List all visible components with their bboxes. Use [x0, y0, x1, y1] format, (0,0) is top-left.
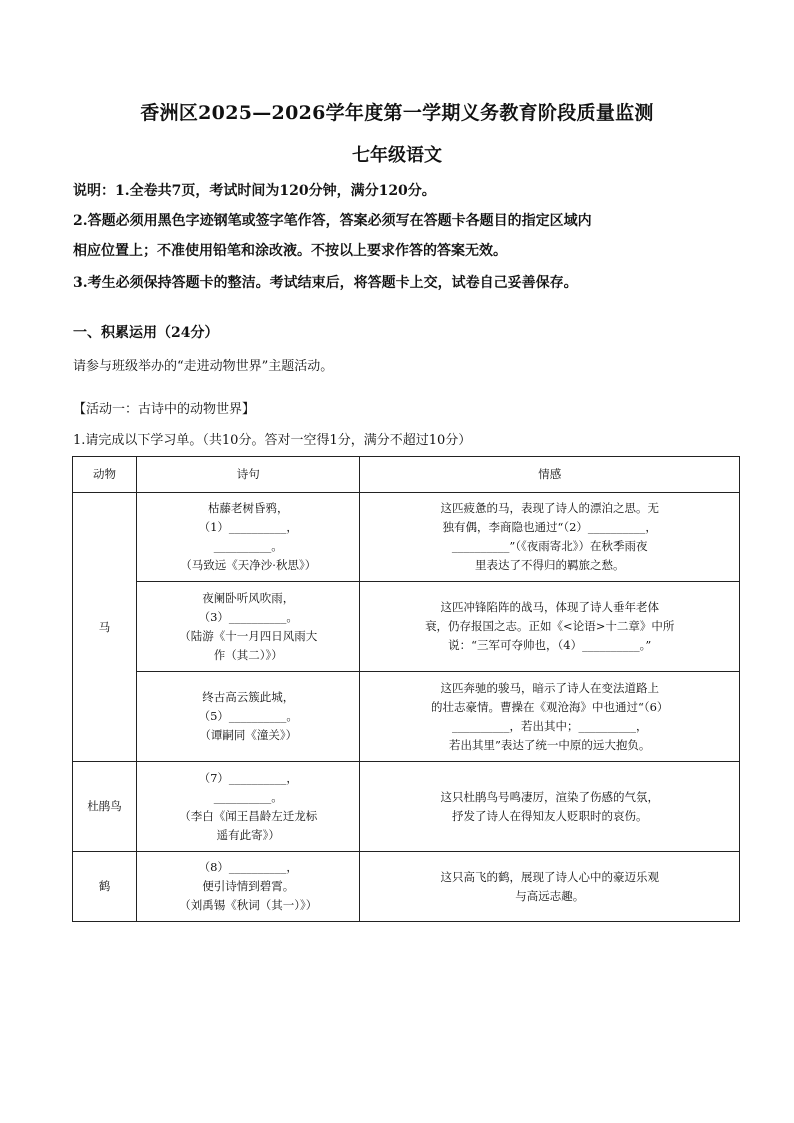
- table-row: [73, 582, 740, 672]
- poem-cell: [137, 493, 360, 582]
- poem-source: （陆游《十一月四日风雨大: [179, 628, 318, 643]
- feeling-line: 这匹奔驰的骏马，暗示了诗人在变法道路上: [440, 680, 659, 695]
- instruction-line-2: 2.答题必须用黑色字迹钢笔或签字笔作答，答案必须写在答题卡各题目的指定区域内: [73, 213, 592, 229]
- poem-blank: （7）__________，: [198, 770, 298, 785]
- poem-blank: （1）__________，: [198, 520, 298, 534]
- poem-line: 夜阑卧听风吹雨，: [202, 590, 295, 605]
- feeling-line: 这只杜鹃鸟号鸣凄厉，渲染了伤感的气氛，: [440, 789, 659, 804]
- feeling-line: 这匹疲惫的马，表现了诗人的漂泊之思。无: [440, 501, 659, 515]
- study-sheet-table: [72, 456, 740, 922]
- poem-blank: （5）__________。: [198, 709, 298, 723]
- feeling-line: __________，若出其中；__________，: [451, 718, 648, 733]
- question-text: 1.请完成以下学习单。（共10分。答对一空得1分，满分不超过10分）: [73, 433, 472, 448]
- feeling-cell: [360, 582, 740, 672]
- poem-line: 终古高云簇此城，: [202, 690, 295, 704]
- poem-source: （刘禹锡《秋词（其一）》）: [179, 898, 318, 912]
- poem-cell: [137, 582, 360, 672]
- feeling-line: 与高远志趣。: [515, 888, 585, 903]
- poem-cell: [137, 852, 360, 922]
- animal-cell-cuckoo: 杜鹃鸟: [73, 762, 137, 852]
- poem-blank: （8）__________，: [198, 860, 298, 874]
- poem-blank: __________。: [213, 539, 283, 553]
- feeling-cell: [360, 852, 740, 922]
- instruction-line-1: 说明：1.全卷共7页，考试时间为120分钟，满分120分。: [73, 183, 436, 199]
- feeling-cell: [360, 672, 740, 762]
- poem-source: （李白《闻王昌龄左迁龙标: [179, 808, 318, 823]
- section-heading: 一、积累运用（24分）: [73, 325, 219, 341]
- header-animal: 动物: [73, 457, 137, 493]
- table-row: [73, 672, 740, 762]
- feeling-line: __________”（《夜雨寄北》）在秋季雨夜: [451, 539, 648, 553]
- feeling-line: 这匹冲锋陷阵的战马，体现了诗人垂年老体: [440, 600, 659, 614]
- header-poem: 诗句: [137, 457, 360, 493]
- instruction-line-3: 相应位置上；不准使用铅笔和涂改液。不按以上要求作答的答案无效。: [73, 243, 507, 259]
- table-row: [73, 852, 740, 922]
- header-feeling: 情感: [360, 457, 740, 493]
- poem-blank: （3）__________。: [198, 609, 298, 624]
- section-intro: 请参与班级举办的“走进动物世界”主题活动。: [73, 359, 334, 374]
- poem-source: （马致远《天净沙·秋思》）: [180, 558, 317, 572]
- poem-source: 遥有此寄》）: [216, 827, 280, 842]
- poem-source: （谭嗣同《潼关》）: [199, 728, 298, 742]
- feeling-line: 若出其里”表达了统一中原的远大抱负。: [449, 737, 651, 752]
- poem-blank: __________。: [213, 789, 283, 804]
- exam-title: 香洲区2025—2026学年度第一学期义务教育阶段质量监测: [140, 102, 654, 124]
- feeling-line: 衰，仍存报国之志。正如《<论语>十二章》中所: [425, 619, 675, 633]
- animal-cell-crane: 鹤: [73, 852, 137, 922]
- table-row: [73, 493, 740, 582]
- animal-cell-horse: 马: [73, 493, 137, 762]
- feeling-line: 抒发了诗人在得知友人贬职时的哀伤。: [451, 808, 648, 823]
- feeling-line: 的壮志豪情。曹操在《观沧海》中也通过“（6）: [430, 699, 669, 714]
- feeling-cell: [360, 762, 740, 852]
- poem-cell: [137, 762, 360, 852]
- feeling-line: 说：“三军可夺帅也，（4）__________。”: [448, 638, 652, 652]
- feeling-cell: [360, 493, 740, 582]
- activity-title: 【活动一：古诗中的动物世界】: [73, 402, 256, 417]
- table-header-row: [73, 457, 740, 493]
- poem-source: 作（其二）》）: [213, 647, 283, 662]
- feeling-line: 这只高飞的鹤，展现了诗人心中的豪迈乐观: [440, 869, 659, 884]
- poem-cell: [137, 672, 360, 762]
- feeling-line: 里表达了不得归的羁旅之愁。: [474, 558, 625, 572]
- instruction-line-4: 3.考生必须保持答题卡的整洁。考试结束后，将答题卡上交，试卷自己妥善保存。: [73, 275, 578, 291]
- table-row: [73, 762, 740, 852]
- poem-line: 便引诗情到碧霄。: [202, 879, 295, 893]
- feeling-line: 独有偶，李商隐也通过“（2）__________，: [442, 520, 657, 534]
- exam-subtitle: 七年级语文: [352, 145, 442, 166]
- poem-line: 枯藤老树昏鸦，: [208, 501, 289, 515]
